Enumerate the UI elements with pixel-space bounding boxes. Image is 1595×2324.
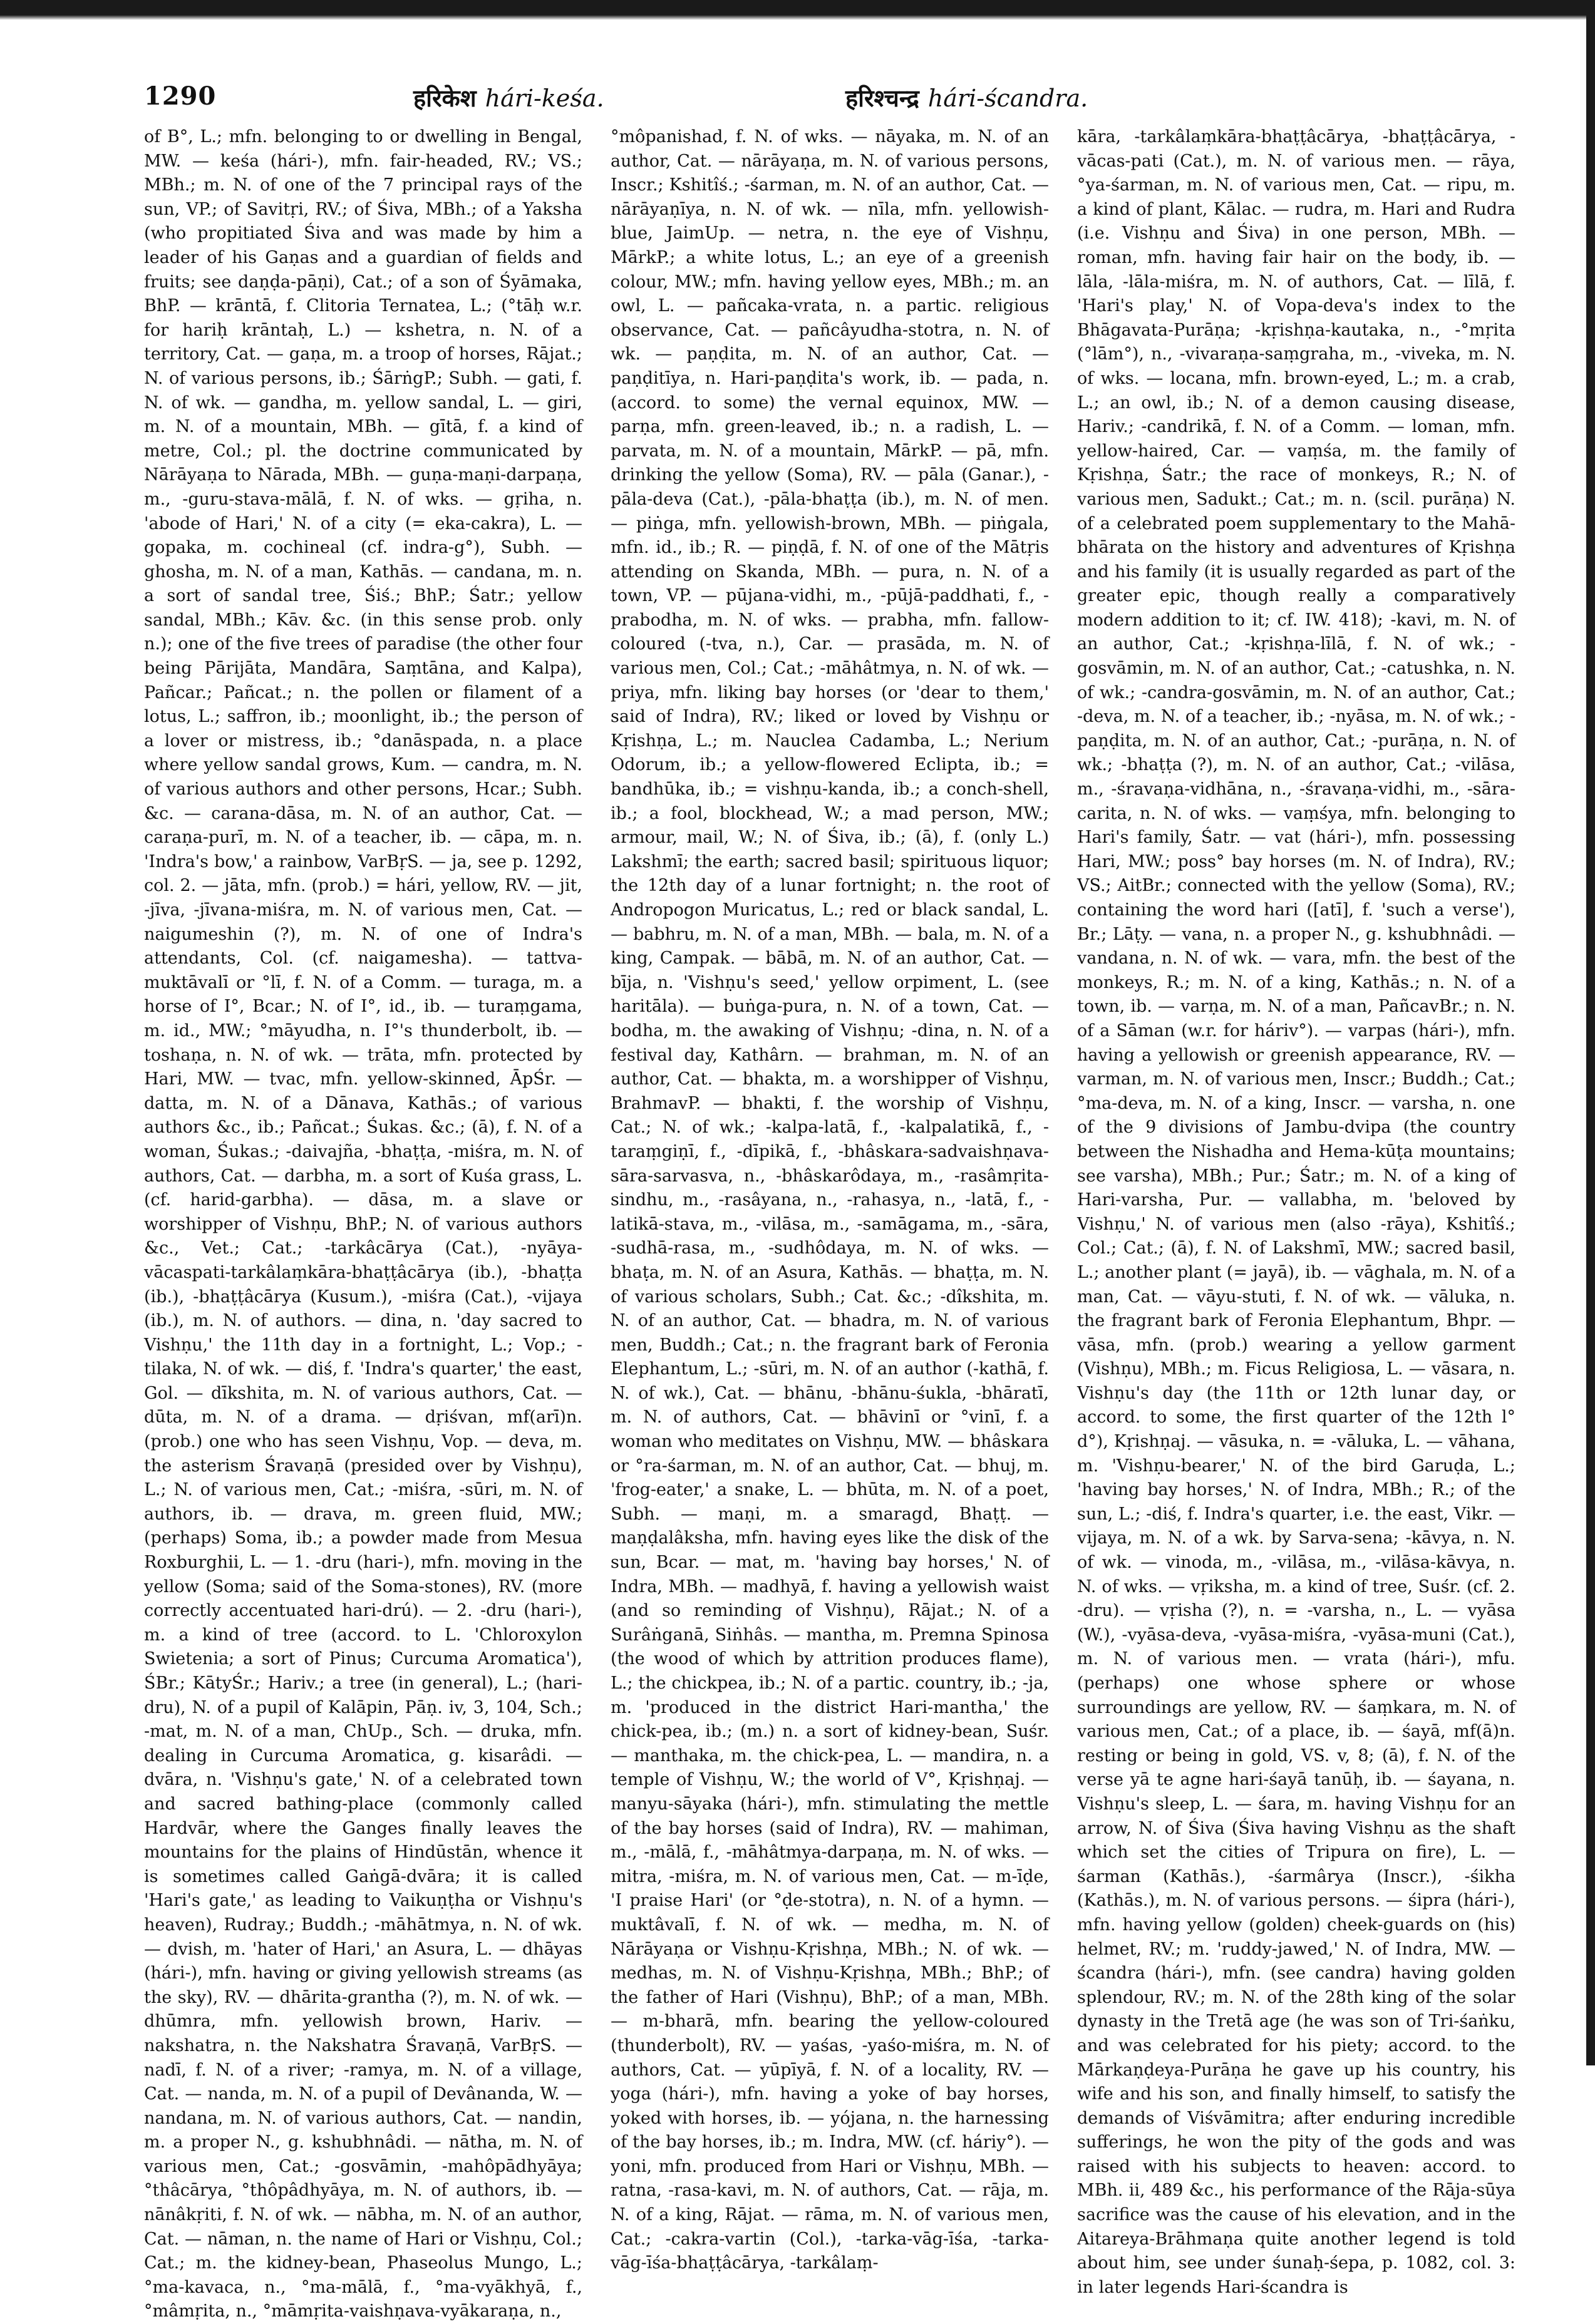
page-header xyxy=(144,81,1526,119)
page-number: 1290 xyxy=(144,81,217,111)
column-right xyxy=(1077,125,1515,2297)
running-head-left xyxy=(413,81,604,114)
column-right-text: kāra, -tarkâlaṃkāra-bhaṭṭâcārya, -bhaṭṭâcārya, -vācas-pati (Cat.), m. N. of various men. — rāya, °ya-śarman, m. N. of various men, Cat. — ripu, m. a kind of plant, Kālac. — rudra, m. Hari and Rudra (i.e. Vishṇu and Śiva) in one person, MBh. — roman, mfn. having fair hair on the body, ib. — lāla, -lāla-miśra, m. N. of authors, Cat. — līlā, f. 'Hari's play,' N. of Vopa-deva's index to the Bhāgavata-Purāṇa; -kṛishṇa-kautaka, n., -°mṛita (°lām°), n., -vivaraṇa-saṃgraha, m., -viveka, m. N. of wks. — locana, mfn. brown-eyed, L.; m. a crab, L.; an owl, ib.; N. of a demon causing disease, Hariv.; -candrikā, f. N. of a Comm. — loman, mfn. yellow-haired, Car. — vaṃśa, m. the family of Kṛishṇa, Śatr.; the race of monkeys, R.; N. of various men, Sadukt.; Cat.; m. n. (scil. purāṇa) N. of a celebrated poem supplementary to the Mahā-bhārata on the history and adventures of Kṛishṇa and his family (it is usually regarded as part of the greater epic, though really a comparatively modern addition to it; cf. IW. 418); -kavi, m. N. of an author, Cat.; -kṛishṇa-līlā, f. N. of wk.; -gosvāmin, m. N. of an author, Cat.; -catushka, n. N. of wk.; -candra-gosvāmin, m. N. of an author, Cat.; -deva, m. N. of a teacher, ib.; -nyāsa, m. N. of wk.; -paṇḍita, m. N. of an author, Cat.; -purāṇa, n. N. of wk.; -bhaṭṭa (?), m. N. of an author, Cat.; -vilāsa, m., -śravaṇa-vidhāna, n., -śravaṇa-vidhi, m., -sāra-carita, n. N. of wks. — vaṃśya, mfn. belonging to Hari's family, Śatr. — vat (hári-), mfn. possessing Hari, MW.; poss° bay horses (m. N. of Indra), RV.; VS.; AitBr.; connected with the yellow (Soma), RV.; containing the word hari ([atī], f. 'such a verse'), Br.; Lāṭy. — vana, n. a proper N., g. kshubhnâdi. — vandana, n. N. of wk. — vara, mfn. the best of the monkeys, R.; m. N. of a king, Kathās.; n. N. of a town, ib. — varṇa, m. N. of a man, PañcavBr.; n. N. of a Sāman (w.r. for háriv°). — varpas (hári-), mfn. having a yellowish or greenish appearance, RV. — varman, m. N. of various men, Inscr.; Buddh.; Cat.; °ma-deva, m. N. of a king, Inscr. — varsha, n. one of the 9 divisions of Jambu-dvipa (the country between the Nishadha and Hema-kūṭa mountains; see varsha), MBh.; Pur.; Śatr.; m. N. of a king of Hari-varsha, Pur. — vallabha, m. 'beloved by Vishṇu,' N. of various men (also -rāya), Kshitîś.; Col.; Cat.; (ā), f. N. of Lakshmī, MW.; sacred basil, L.; another plant (= jayā), ib. — vāghala, m. N. of a man, Cat. — vāyu-stuti, f. N. of wk. — vāluka, n. the fragrant bark of Feronia Elephantum, Bhpr. — vāsa, mfn. (prob.) wearing a yellow garment (Vishṇu), MBh.; m. Ficus Religiosa, L. — vāsara, n. Vishṇu's day (the 11th or 12th lunar day, or accord. to some, the first quarter of the 12th l° d°), Kṛishṇaj. — vāsuka, n. = -vāluka, L. — vāhana, m. 'Vishṇu-bearer,' N. of the bird Garuḍa, L.; 'having bay horses,' N. of Indra, MBh.; R.; of the sun, L.; -diś, f. Indra's quarter, i.e. the east, Vikr. — vijaya, m. N. of a wk. by Sarva-sena; -kāvya, n. N. of wk. — vinoda, m., -vilāsa, m., -vilāsa-kāvya, n. N. of wks. — vṛiksha, m. a kind of tree, Suśr. (cf. 2. -dru). — vṛisha (?), n. = -varsha, n., L. — vyāsa (W.), -vyāsa-deva, -vyāsa-miśra, -vyāsa-muni (Cat.), m. N. of various men. — vrata (hári-), mfu. (perhaps) one whose sphere or whose surroundings are yellow, RV. — śaṃkara, m. N. of various men, Cat.; of a place, ib. — śayā, mf(ā)n. resting or being in gold, VS. v, 8; (ā), f. N. of the verse yā te agne hari-śayā tanūḥ, ib. — śayana, n. Vishṇu's sleep, L. — śara, m. having Vishṇu for an arrow, N. of Śiva (Śiva having Vishṇu as the shaft which set the cities of Tripura on fire), L. — śarman (Kathās.), -śarmârya (Inscr.), -śikha (Kathās.), m. N. of various persons. — śipra (hári-), mfn. having yellow (golden) cheek-guards on (his) helmet, RV.; m. 'ruddy-jawed,' N. of Indra, MW. — ścandra (hári-), mfn. (see candra) having golden splendour, RV.; m. N. of the 28th king of the solar dynasty in the Tretā age (he was son of Tri-śaṅku, and was celebrated for his piety; accord. to the Mārkaṇḍeya-Purāṇa he gave up his country, his wife and his son, and finally himself, to satisfy the demands of Viśvāmitra; after enduring incredible sufferings, he won the pity of the gods and was raised with his subjects to heaven: accord. to MBh. ii, 489 &c., his performance of the Rāja-sūya sacrifice was the cause of his elevation, and in the Aitareya-Brāhmaṇa quite another legend is told about him, see under śunaḥ-śepa, p. 1082, col. 3: in later legends Hari-ścandra is xyxy=(1077,127,1515,2297)
column-left xyxy=(144,125,582,2321)
dictionary-columns xyxy=(144,125,1515,2321)
column-left-text: of B°, L.; mfn. belonging to or dwelling in Bengal, MW. — keśa (hári-), mfn. fair-headed, RV.; VS.; MBh.; m. N. of one of the 7 principal rays of the sun, VP.; of Savitṛi, RV.; of Śiva, MBh.; of a Yaksha (who propitiated Śiva and was made by him a leader of his Gaṇas and a guardian of fields and fruits; see daṇḍa-pāṇi), Cat.; of a son of Śyāmaka, BhP. — krāntā, f. Clitoria Ternatea, L.; (°tāḥ w.r. for hariḥ krāntaḥ, L.) — kshetra, n. N. of a territory, Cat. — gaṇa, m. a troop of horses, Rājat.; N. of various persons, ib.; ŚārṅgP.; Subh. — gati, f. N. of wk. — gandha, m. yellow sandal, L. — giri, m. N. of a mountain, MBh. — gītā, f. a kind of metre, Col.; pl. the doctrine communicated by Nārāyaṇa to Nārada, MBh. — guṇa-maṇi-darpaṇa, m., -guru-stava-mālā, f. N. of wks. — gṛiha, n. 'abode of Hari,' N. of a city (= eka-cakra), L. — gopaka, m. cochineal (cf. indra-g°), Subh. — ghosha, m. N. of a man, Kathās. — candana, m. n. a sort of sandal tree, Śiś.; BhP.; Śatr.; yellow sandal, MBh.; Kāv. &c. (in this sense prob. only n.); one of the five trees of paradise (the other four being Pārijāta, Mandāra, Saṃtāna, and Kalpa), Pañcar.; Pañcat.; n. the pollen or filament of a lotus, L.; saffron, ib.; moonlight, ib.; the person of a lover or mistress, ib.; °danāspada, n. a place where yellow sandal grows, Kum. — candra, m. N. of various authors and other persons, Hcar.; Subh. &c. — carana-dāsa, m. N. of an author, Cat. — caraṇa-purī, m. N. of a teacher, ib. — cāpa, m. n. 'Indra's bow,' a rainbow, VarBṛS. — ja, see p. 1292, col. 2. — jāta, mfn. (prob.) = hári, yellow, RV. — jit, -jīva, -jīvana-miśra, m. N. of various men, Cat. — naigumeshin (?), m. N. of one of Indra's attendants, Col. (cf. naigamesha). — tattva-muktāvalī or °lī, f. N. of a Comm. — turaga, m. a horse of I°, Bcar.; N. of I°, id., ib. — turaṃgama, m. id., MW.; °māyudha, n. I°'s thunderbolt, ib. — toshaṇa, n. N. of wk. — trāta, mfn. protected by Hari, MW. — tvac, mfn. yellow-skinned, ĀpŚr. — datta, m. N. of a Dānava, Kathās.; of various authors &c., ib.; Pañcat.; Śukas. &c.; (ā), f. N. of a woman, Śukas.; -daivajña, -bhaṭṭa, -miśra, m. N. of authors, Cat. — darbha, m. a sort of Kuśa grass, L. (cf. harid-garbha). — dāsa, m. a slave or worshipper of Vishṇu, BhP.; N. of various authors &c., Vet.; Cat.; -tarkâcārya (Cat.), -nyāya-vācaspati-tarkâlaṃkāra-bhaṭṭâcārya (ib.), -bhaṭṭa (ib.), -bhaṭṭâcārya (Kusum.), -miśra (Cat.), -vijaya (ib.), m. N. of authors. — dina, n. 'day sacred to Vishṇu,' the 11th day in a fortnight, L.; Vop.; -tilaka, N. of wk. — diś, f. 'Indra's quarter,' the east, Gol. — dīkshita, m. N. of various authors, Cat. — dūta, m. N. of a drama. — dṛiśvan, mf(arī)n. (prob.) one who has seen Vishṇu, Vop. — deva, m. the asterism Śravaṇā (presided over by Vishṇu), L.; N. of various men, Cat.; -miśra, -sūri, m. N. of authors, ib. — drava, m. green fluid, MW.; (perhaps) Soma, ib.; a powder made from Mesua Roxburghii, L. — 1. -dru (hari-), mfn. moving in the yellow (Soma; said of the Soma-stones), RV. (more correctly accentuated hari-drú). — 2. -dru (hari-), m. a kind of tree (accord. to L. 'Chloroxylon Swietenia; a sort of Pinus; Curcuma Aromatica'), ŚBr.; KātyŚr.; Hariv.; a tree (in general), L.; (hari-dru), N. of a pupil of Kalāpin, Pāṇ. iv, 3, 104, Sch.; -mat, m. N. of a man, ChUp., Sch. — druka, mfn. dealing in Curcuma Aromatica, g. kisarâdi. — dvāra, n. 'Vishṇu's gate,' N. of a celebrated town and sacred bathing-place (commonly called Hardvār, where the Ganges finally leaves the mountains for the plains of Hindūstān, whence it is sometimes called Gaṅgā-dvāra; it is called 'Hari's gate,' as leading to Vaikuṇṭha or Vishṇu's heaven), Rudray.; Buddh.; -māhātmya, n. N. of wk. — dvish, m. 'hater of Hari,' an Asura, L. — dhāyas (hári-), mfn. having or giving yellowish streams (as the sky), RV. — dhārita-grantha (?), m. N. of wk. — dhūmra, mfn. yellowish brown, Hariv. — nakshatra, n. the Nakshatra Śravaṇā, VarBṛS. — nadī, f. N. of a river; -ramya, m. N. of a village, Cat. — nanda, m. N. of a pupil of Devânanda, W. — nandana, m. N. of various authors, Cat. — nandin, m. a proper N., g. kshubhnâdi. — nātha, m. N. of various men, Cat.; -gosvāmin, -mahôpādhyāya; °thâcārya, °thôpâdhyāya, m. N. of authors, ib. — nānâkṛiti, f. N. of wk. — nābha, m. N. of an author, Cat. — nāman, n. the name of Hari or Vishṇu, Col.; Cat.; m. the kidney-bean, Phaseolus Mungo, L.; °ma-kavaca, n., °ma-mālā, f., °ma-vyākhyā, f., °mâmṛita, n., °māmṛita-vaishṇava-vyākaraṇa, n., xyxy=(144,127,582,2321)
running-head-right xyxy=(845,81,1088,114)
running-head-right-headword: hári-ścandra. xyxy=(927,85,1088,112)
top-edge-shadow xyxy=(0,15,1595,20)
column-middle xyxy=(611,125,1049,2273)
running-head-right-devanagari: हरिश्चन्द्र xyxy=(845,84,919,112)
running-head-left-headword: hári-keśa. xyxy=(485,85,604,112)
running-head-left-devanagari: हरिकेश xyxy=(413,84,477,112)
right-edge-rule xyxy=(1586,0,1595,2065)
column-middle-text: °môpanishad, f. N. of wks. — nāyaka, m. N. of an author, Cat. — nārāyaṇa, m. N. of various persons, Inscr.; Kshitîś.; -śarman, m. N. of an author, Cat. — nārāyaṇīya, n. N. of wk. — nīla, mfn. yellowish-blue, JaimUp. — netra, n. the eye of Vishṇu, MārkP.; a white lotus, L.; an eye of a greenish colour, MW.; mfn. having yellow eyes, MBh.; m. an owl, L. — pañcaka-vrata, n. a partic. religious observance, Cat. — pañcâyudha-stotra, n. N. of wk. — paṇḍita, m. N. of an author, Cat. — paṇḍitīya, n. Hari-paṇḍita's work, ib. — pada, n. (accord. to some) the vernal equinox, MW. — parṇa, mfn. green-leaved, ib.; n. a radish, L. — parvata, m. N. of a mountain, MārkP. — pā, mfn. drinking the yellow (Soma), RV. — pāla (Ganar.), -pāla-deva (Cat.), -pāla-bhaṭṭa (ib.), m. N. of men. — piṅga, mfn. yellowish-brown, MBh. — piṅgala, mfn. id., ib.; R. — piṇḍā, f. N. of one of the Mātṛis attending on Skanda, MBh. — pura, n. N. of a town, VP. — pūjana-vidhi, m., -pūjā-paddhati, f., -prabodha, m. N. of wks. — prabha, mfn. fallow-coloured (-tva, n.), Car. — prasāda, m. N. of various men, Col.; Cat.; -māhâtmya, n. N. of wk. — priya, mfn. liking bay horses (or 'dear to them,' said of Indra), RV.; liked or loved by Vishṇu or Kṛishṇa, L.; m. Nauclea Cadamba, L.; Nerium Odorum, ib.; a yellow-flowered Eclipta, ib.; = bandhūka, ib.; = vishṇu-kanda, ib.; a conch-shell, ib.; a fool, blockhead, W.; a mad person, MW.; armour, mail, W.; N. of Śiva, ib.; (ā), f. (only L.) Lakshmī; the earth; sacred basil; spirituous liquor; the 12th day of a lunar fortnight; n. the root of Andropogon Muricatus, L.; red or black sandal, L. — babhru, m. N. of a man, MBh. — bala, m. N. of a king, Campak. — bābā, m. N. of an author, Cat. — bīja, n. 'Vishṇu's seed,' yellow orpiment, L. (see haritāla). — buṅga-pura, n. N. of a town, Cat. — bodha, m. the awaking of Vishṇu; -dina, n. N. of a festival day, Kathârn. — brahman, m. N. of an author, Cat. — bhakta, m. a worshipper of Vishṇu, BrahmavP. — bhakti, f. the worship of Vishṇu, Cat.; N. of wk.; -kalpa-latā, f., -kalpalatikā, f., -taraṃgiṇī, f., -dīpikā, f., -bhâskara-sadvaishṇava-sāra-sarvasva, n., -bhâskarôdaya, m., -rasâmṛita-sindhu, m., -rasâyana, n., -rahasya, n., -latā, f., -latikā-stava, m., -vilāsa, m., -samāgama, m., -sāra, -sudhā-rasa, m., -sudhôdaya, m. N. of wks. — bhaṭa, m. N. of an Asura, Kathās. — bhaṭṭa, m. N. of various scholars, Subh.; Cat. &c.; -dîkshita, m. N. of an author, Cat. — bhadra, m. N. of various men, Buddh.; Cat.; n. the fragrant bark of Feronia Elephantum, L.; -sūri, m. N. of an author (-kathā, f. N. of wk.), Cat. — bhānu, -bhānu-śukla, -bhāratī, m. N. of authors, Cat. — bhāvinī or °vinī, f. a woman who meditates on Vishṇu, MW. — bhâskara or °ra-śarman, m. N. of an author, Cat. — bhuj, m. 'frog-eater,' a snake, L. — bhūta, m. N. of a poet, Subh. — maṇi, m. a smaragd, Bhaṭṭ. — maṇḍalâksha, mfn. having eyes like the disk of the sun, Bcar. — mat, m. 'having bay horses,' N. of Indra, MBh. — madhyā, f. having a yellowish waist (and so reminding of Vishṇu), Rājat.; N. of a Surâṅganā, Siṅhâs. — mantha, m. Premna Spinosa (the wood of which by attrition produces flame), L.; the chickpea, ib.; N. of a partic. country, ib.; -ja, m. 'produced in the district Hari-mantha,' the chick-pea, ib.; (m.) n. a sort of kidney-bean, Suśr. — manthaka, m. the chick-pea, L. — mandira, n. a temple of Vishṇu, W.; the world of V°, Kṛishṇaj. — manyu-sāyaka (hári-), mfn. stimulating the mettle of the bay horses (said of Indra), RV. — mahiman, m., -mālā, f., -māhâtmya-darpaṇa, m. N. of wks. — mitra, -miśra, m. N. of various men, Cat. — m-īḍe, 'I praise Hari' (or °ḍe-stotra), n. N. of a hymn. — muktâvalī, f. N. of wk. — medha, m. N. of Nārāyaṇa or Vishṇu-Kṛishṇa, MBh.; N. of wk. — medhas, m. N. of Vishṇu-Kṛishṇa, MBh.; BhP.; of the father of Hari (Vishṇu), BhP.; of a man, MBh. — m-bharā, mfn. bearing the yellow-coloured (thunderbolt), RV. — yaśas, -yaśo-miśra, m. N. of authors, Cat. — yūpīyā, f. N. of a locality, RV. — yoga (hári-), mfn. having a yoke of bay horses, yoked with horses, ib. — yójana, n. the harnessing of the bay horses, ib.; m. Indra, MW. (cf. háriy°). — yoni, mfn. produced from Hari or Vishṇu, MBh. — ratna, -rasa-kavi, m. N. of authors, Cat. — rāja, m. N. of a king, Rājat. — rāma, m. N. of various men, Cat.; -cakra-vartin (Col.), -tarka-vāg-īśa, -tarka-vāg-īśa-bhaṭṭâcārya, -tarkâlaṃ- xyxy=(611,127,1049,2273)
top-edge-rule xyxy=(0,0,1595,15)
